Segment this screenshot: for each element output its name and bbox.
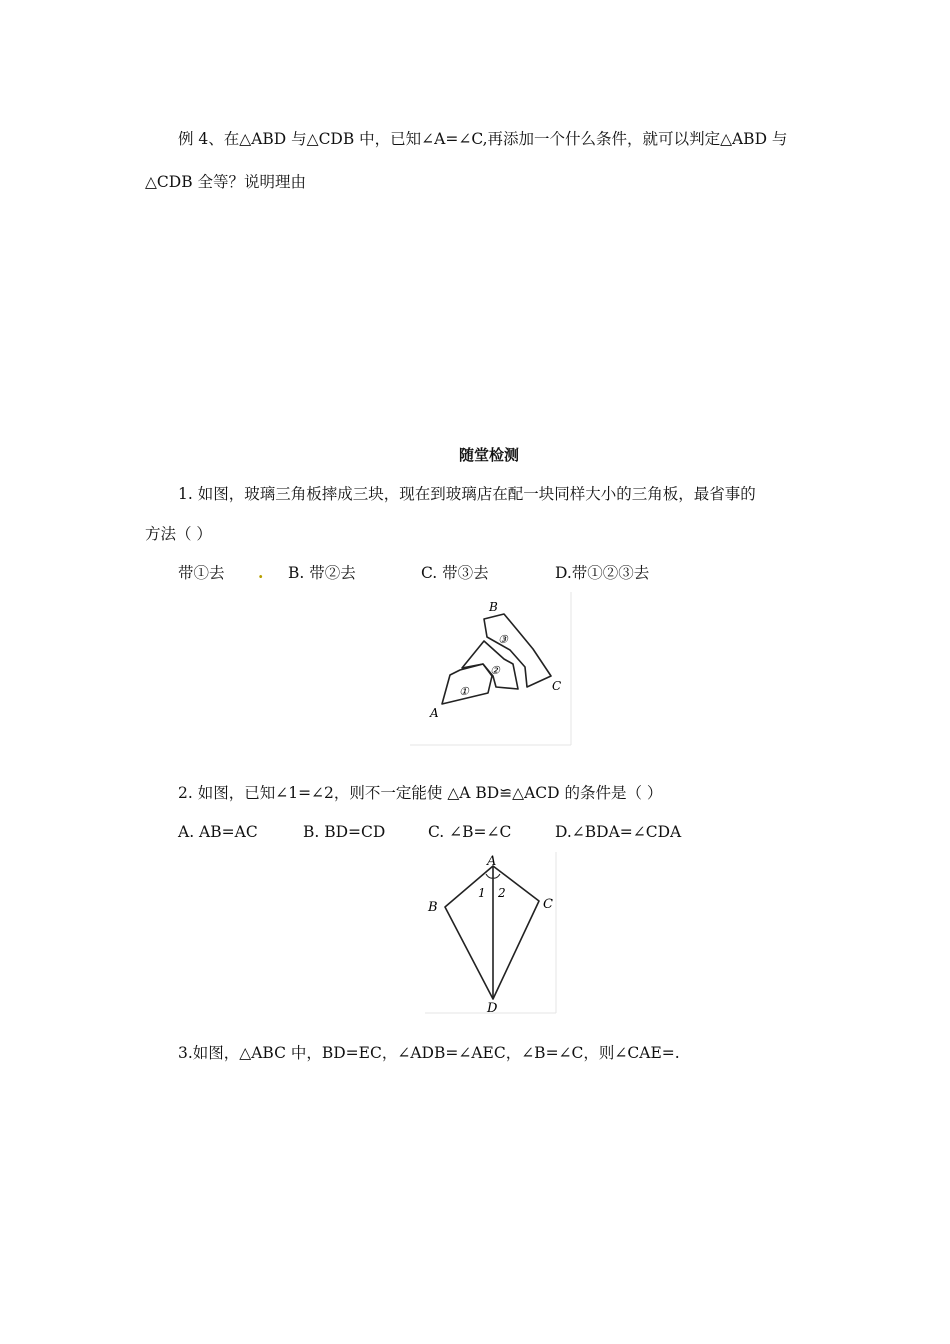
q1-option-b: B. 带②去 xyxy=(288,564,356,582)
angle-label-1: 1 xyxy=(478,886,486,900)
vertex-label-c: C xyxy=(552,679,562,693)
vertex-label-c: C xyxy=(543,897,553,912)
example-4-line-2: △CDB 全等？说明理由 xyxy=(145,173,307,191)
kite-figure xyxy=(425,852,557,1014)
stray-dot: . xyxy=(258,563,264,582)
q2-stem: 2. 如图，已知∠1=∠2，则不一定能使 △A BD≌△ACD 的条件是（ ） xyxy=(178,784,663,802)
piece-label-2: ② xyxy=(490,664,500,677)
kite-outline xyxy=(445,866,539,999)
piece-1-shape xyxy=(442,664,492,704)
example-4-line-1: 例 4、在△ABD 与△CDB 中，已知∠A=∠C,再添加一个什么条件，就可以判定△ABD 与 xyxy=(178,130,788,148)
vertex-label-d: D xyxy=(487,1001,498,1014)
q1-stem-line-1: 1. 如图，玻璃三角板摔成三块，现在到玻璃店在配一块同样大小的三角板，最省事的 xyxy=(178,485,756,503)
vertex-label-b: B xyxy=(489,600,498,614)
q2-option-b: B. BD=CD xyxy=(303,823,386,841)
vertex-label-b: B xyxy=(428,900,438,915)
q3-stem: 3.如图，△ABC 中，BD=EC，∠ADB=∠AEC，∠B=∠C，则∠CAE=. xyxy=(178,1044,680,1062)
q1-stem-line-2: 方法（ ） xyxy=(145,525,212,543)
q2-option-a: A. AB=AC xyxy=(178,823,258,841)
piece-label-1: ① xyxy=(459,685,469,698)
vertex-label-a: A xyxy=(487,854,497,869)
q2-option-c: C. ∠B=∠C xyxy=(428,823,512,841)
vertex-label-a: A xyxy=(430,706,439,720)
q1-option-a: 带①去 xyxy=(178,564,225,582)
angle-arc-1 xyxy=(486,874,493,878)
angle-arc-2 xyxy=(493,874,500,878)
q1-option-d: D.带①②③去 xyxy=(555,564,650,582)
q2-option-d: D.∠BDA=∠CDA xyxy=(555,823,682,841)
section-title: 随堂检测 xyxy=(459,446,520,464)
q1-option-c: C. 带③去 xyxy=(421,564,489,582)
piece-label-3: ③ xyxy=(498,633,508,646)
angle-label-2: 2 xyxy=(498,886,506,900)
broken-triangle-figure xyxy=(410,592,572,746)
